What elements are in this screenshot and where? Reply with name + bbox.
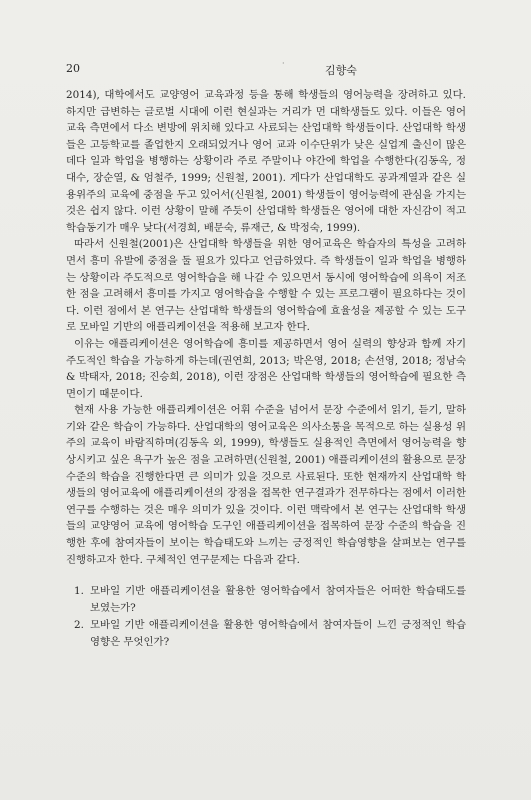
- header-mark: ·: [282, 59, 285, 68]
- page-number: 20: [66, 62, 80, 75]
- research-question-1: [66, 583, 466, 616]
- question-number: 1.: [74, 585, 84, 598]
- paragraph-2: 따라서 신원철(2001)은 산업대학 학생들을 위한 영어교육은 학습자의 특성을 고려하면서 흥미 유발에 중점을 둘 필요가 있다고 언급하였다. 즉 학생들이 일과 학업을 병행하는 상황이라 주도적으로 영어학습을 해 나갈 수 있으면서 동시에 영어학습에 의욕이 저조한 점을 고려해서 흥미를 가지고 영어학습을 수행할 수 있는 프로그램이 필요하다는 것이다. 이런 점에서 본 연구는 산업대학 학생들의 영어학습에 효율성을 제공할 수 있는 도구로 모바일 기반의 애플리케이션을 적용해 보고자 한다.: [66, 238, 466, 334]
- paragraph-1: 2014), 대학에서도 교양영어 교육과정 등을 통해 학생들의 영어능력을 장려하고 있다. 하지만 급변하는 글로벌 시대에 이런 현실과는 거리가 먼 대학생들도 있다. 이들은 영어교육 측면에서 다소 변방에 위치해 있다고 사료되는 산업대학 학생들이다. 산업대학 학생들은 고등학교를 졸업한지 오래되었거나 영어 교과 이수단위가 낮은 실업계 출신이 많은 데다 일과 학업을 병행하는 상황이라 주로 주말이나 야간에 학업을 수행한다(김동옥, 정대수, 장순열, & 엄철주, 1999; 신원철, 2001). 게다가 산업대학도 공과계열과 같은 실용위주의 교육에 중점을 두고 있어서(신원철, 2001) 학생들이 영어능력에 관심을 가지는 것은 쉽지 않다. 이런 상황이 말해 주듯이 산업대학 학생들은 영어에 대한 자신감이 적고 학습동기가 매우 낮다(서경희, 배문숙, 류재근, & 박정숙, 1999).: [66, 89, 466, 234]
- running-head-author: 김향숙: [325, 64, 357, 77]
- question-text: 모바일 기반 애플리케이션을 활용한 영어학습에서 참여자들이 느낀 긍정적인 학습영향은 무엇인가?: [90, 619, 466, 648]
- body-text: [66, 87, 466, 652]
- paragraph-4: 현재 사용 가능한 애플리케이션은 어휘 수준을 넘어서 문장 수준에서 읽기, 듣기, 말하기와 같은 학습이 가능하다. 산업대학의 영어교육은 의사소통을 목적으로 하는 실용성 위주의 교육이 바람직하며(김동옥 외, 1999), 학생들도 실용적인 측면에서 영어능력을 향상시키고 싶은 욕구가 높은 점을 고려하면(신원철, 2001) 애플리케이션의 활용으로 문장 수준의 학습을 진행한다면 큰 의미가 있을 것으로 사료된다. 또한 현재까지 산업대학 학생들의 영어교육에 애플리케이션의 장점을 접목한 연구결과가 전무하다는 점에서 이러한 연구를 수행하는 것은 매우 의미가 있을 것이다. 이런 맥락에서 본 연구는 산업대학 학생들의 교양영어 교육에 영어학습 도구인 애플리케이션을 접목하여 문장 수준의 학습을 진행한 후에 참여자들이 보이는 학습태도와 느끼는 긍정적인 학습영향을 살펴보는 연구를 진행하고자 한다. 구체적인 연구문제는 다음과 같다.: [66, 404, 466, 566]
- running-header: [66, 59, 465, 77]
- question-number: 2.: [74, 619, 84, 632]
- research-question-2: [66, 617, 466, 650]
- question-text: 모바일 기반 애플리케이션을 활용한 영어학습에서 참여자들은 어떠한 학습태도를 보였는가?: [90, 585, 466, 614]
- research-questions-list: [66, 583, 466, 650]
- paragraph-3: 이유는 애플리케이션은 영어학습에 흥미를 제공하면서 영어 실력의 향상과 함께 자기 주도적인 학습을 가능하게 하는데(권연희, 2013; 박은영, 2018; 손선영, 2018; 정남숙 & 박태자, 2018; 진승희, 2018), 이런 장점은 산업대학 학생들의 영어학습에 필요한 측면이기 때문이다.: [66, 337, 466, 400]
